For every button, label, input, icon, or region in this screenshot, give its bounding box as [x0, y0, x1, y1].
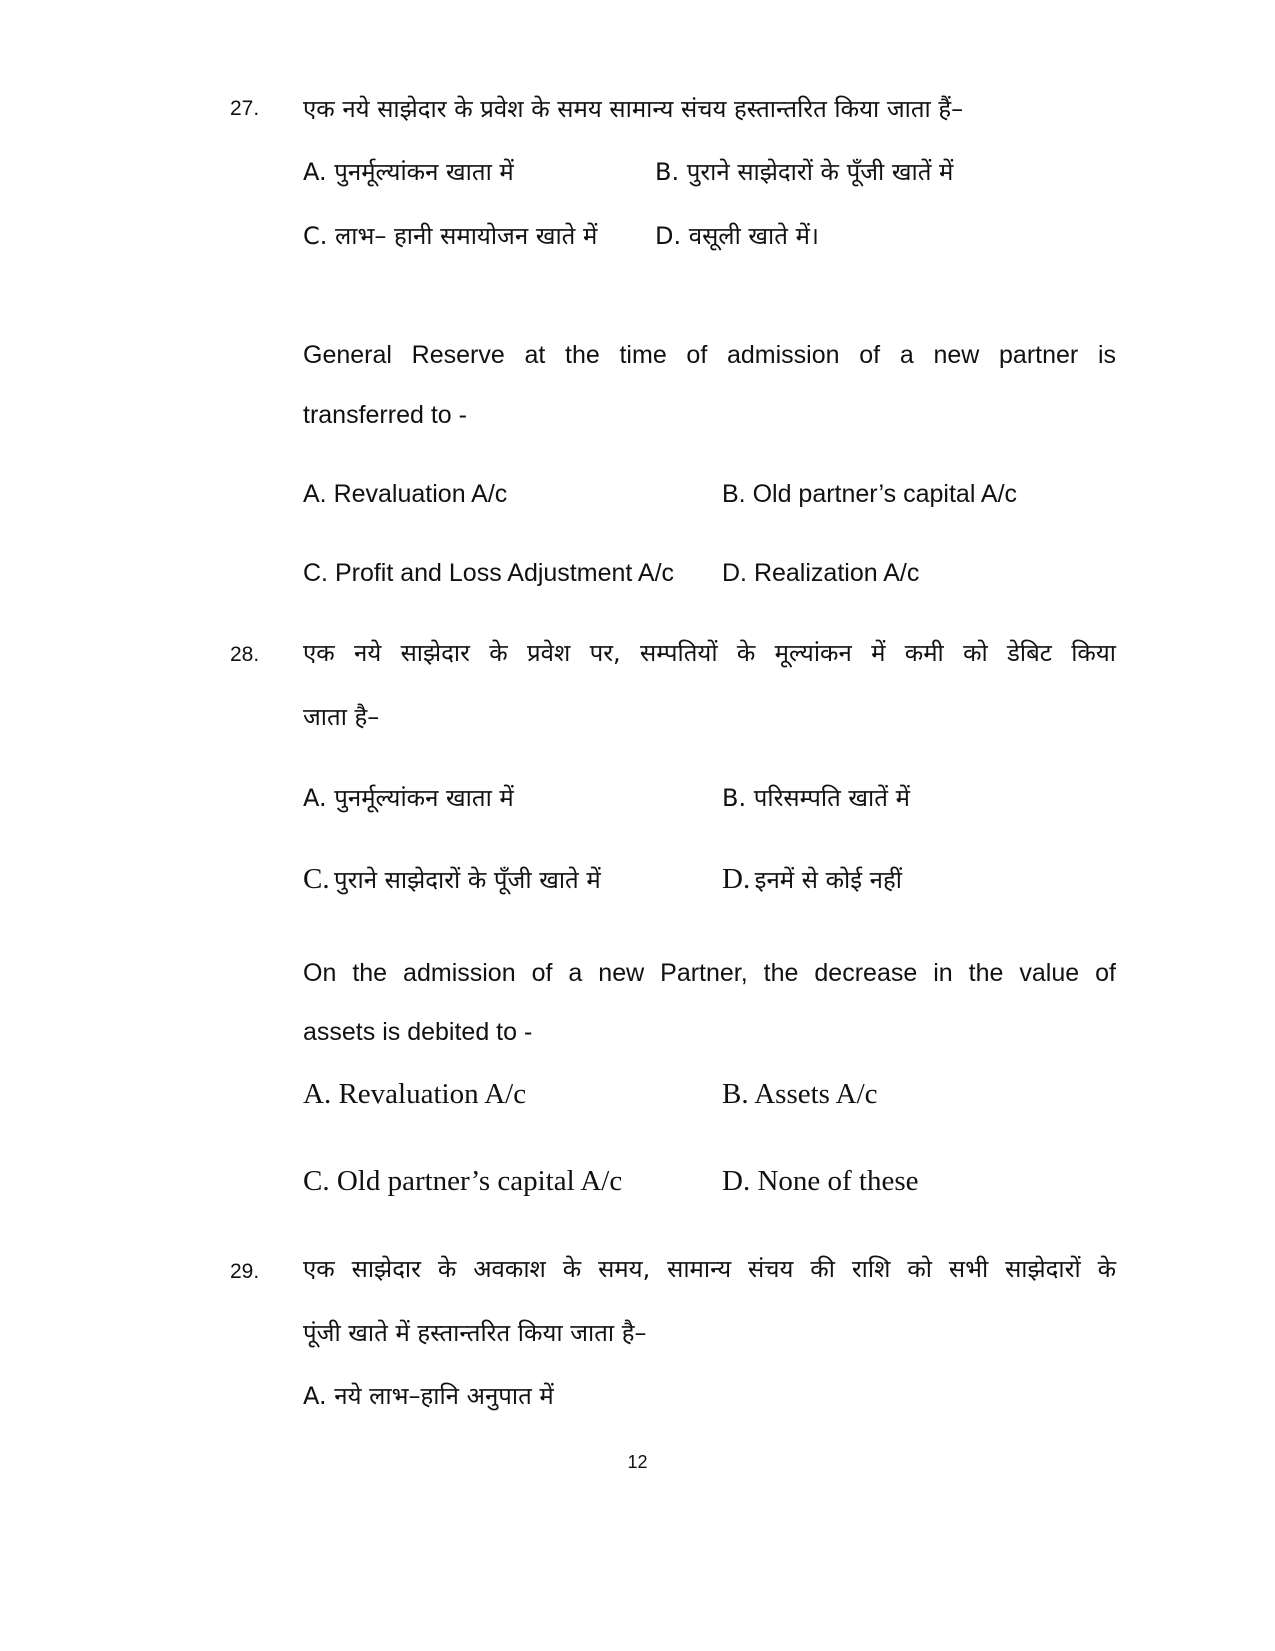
- q27-hindi-option-c: C. लाभ– हानी समायोजन खाते में: [303, 222, 598, 250]
- q28-hindi-option-d: [722, 863, 902, 896]
- q28-hindi-option-b: B. परिसम्पति खातें में: [722, 784, 910, 812]
- q28-hindi-option-d-text: इनमें से कोई नहीं: [754, 866, 902, 894]
- q27-hindi-question: एक नये साझेदार के प्रवेश के समय सामान्य संचय हस्तान्तरित किया जाता हैं–: [303, 95, 964, 123]
- q27-english-option-b: B. Old partner’s capital A/c: [722, 480, 1018, 508]
- q28-hindi-option-c-text: पुराने साझेदारों के पूँजी खाते में: [334, 866, 601, 894]
- q28-english-option-c: C. Old partner’s capital A/c: [303, 1165, 623, 1197]
- q28-hindi-option-a: A. पुनर्मूल्यांकन खाता में: [303, 784, 514, 812]
- q28-english-option-a: A. Revaluation A/c: [303, 1078, 527, 1110]
- question-number-29: 29.: [230, 1260, 260, 1283]
- question-number-27: 27.: [230, 97, 260, 120]
- q28-english-option-d: D. None of these: [722, 1165, 919, 1197]
- q28-hindi-question-line2: जाता है–: [303, 703, 380, 731]
- q28-hindi-option-c: [303, 863, 601, 896]
- question-number-28: 28.: [230, 643, 260, 666]
- page-number: 12: [627, 1452, 648, 1472]
- q27-english-option-a: A. Revaluation A/c: [303, 480, 508, 508]
- q27-english-question-line1: General Reserve at the time of admission of a new partner is: [303, 341, 1116, 369]
- q28-hindi-option-c-letter: C.: [303, 863, 330, 895]
- q28-english-option-b: B. Assets A/c: [722, 1078, 878, 1110]
- q28-hindi-question-line1: एक नये साझेदार के प्रवेश पर, सम्पतियों के मूल्यांकन में कमी को डेबिट किया: [303, 639, 1116, 667]
- q27-hindi-option-a: A. पुनर्मूल्यांकन खाता में: [303, 158, 514, 186]
- q27-hindi-option-b: B. पुराने साझेदारों के पूँजी खातें में: [655, 158, 954, 186]
- q29-hindi-question-line2: पूंजी खाते में हस्तान्तरित किया जाता है–: [303, 1319, 647, 1347]
- q27-hindi-option-d: D. वसूली खाते में।: [655, 222, 820, 250]
- q27-english-option-d: D. Realization A/c: [722, 559, 920, 587]
- q27-english-question-line2: transferred to -: [303, 401, 467, 429]
- q29-hindi-option-a: A. नये लाभ–हानि अनुपात में: [303, 1382, 554, 1410]
- q28-english-question-line2: assets is debited to -: [303, 1018, 533, 1046]
- q28-english-question-line1: On the admission of a new Partner, the decrease in the value of: [303, 959, 1116, 987]
- q27-english-option-c: C. Profit and Loss Adjustment A/c: [303, 559, 675, 587]
- q29-hindi-question-line1: एक साझेदार के अवकाश के समय, सामान्य संचय की राशि को सभी साझेदारों के: [303, 1255, 1116, 1283]
- q28-hindi-option-d-letter: D.: [722, 863, 751, 895]
